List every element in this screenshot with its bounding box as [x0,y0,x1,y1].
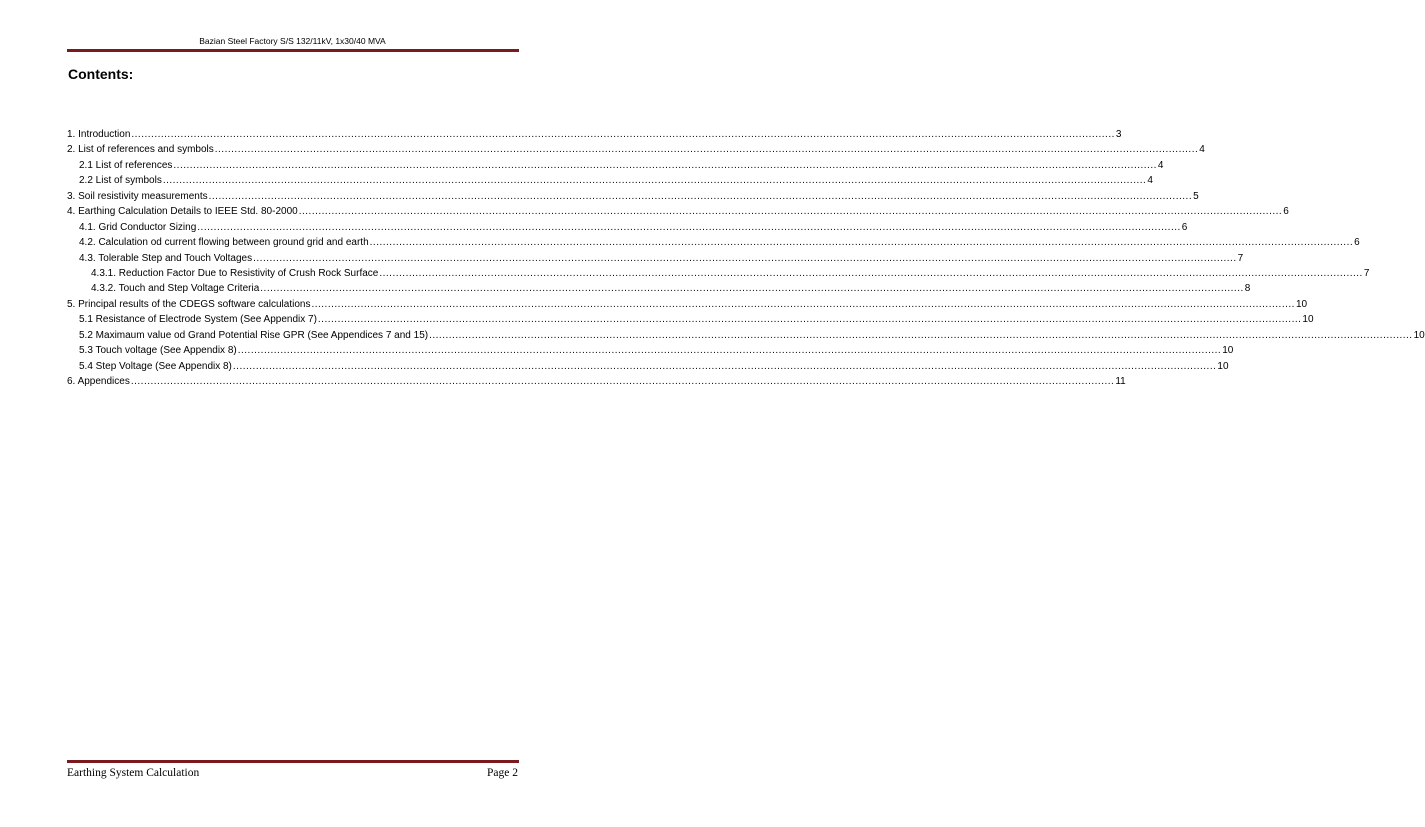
toc-entry-page: 6 [1181,221,1188,233]
toc-leader-dots: ............................................................................................................................................................................................................................................................................................................ [253,252,1237,264]
toc-leader-dots: ............................................................................................................................................................................................................................................................................................................ [208,190,1193,202]
toc-entry-page: 4 [1157,159,1164,171]
toc-entry-title: 4.1. Grid Conductor Sizing [79,221,197,233]
toc-entry[interactable] [67,220,1188,235]
toc-leader-dots: ............................................................................................................................................................................................................................................................................................................ [298,206,1283,218]
toc-entry[interactable] [67,312,1314,327]
toc-entry-title: 5.1 Resistance of Electrode System (See Appendix 7) [79,314,317,326]
toc-entry-page: 11 [1115,376,1126,387]
toc-entry[interactable] [67,328,1425,343]
toc-entry-page: 10 [1413,329,1425,341]
header-rule [67,49,519,52]
toc-entry-title: 2. List of references and symbols [67,144,214,156]
toc-entry-title: 5.4 Step Voltage (See Appendix 8) [79,360,232,372]
toc-leader-dots: ............................................................................................................................................................................................................................................................................................................ [237,345,1222,357]
toc-leader-dots: ............................................................................................................................................................................................................................................................................................................ [173,159,1157,171]
toc-leader-dots: ............................................................................................................................................................................................................................................................................................................ [311,298,1295,310]
page-header: Bazian Steel Factory S/S 132/11kV, 1x30/40 MVA [199,36,386,46]
toc-entry[interactable] [67,266,1370,281]
toc-entry[interactable] [67,173,1153,188]
toc-entry[interactable] [67,204,1289,219]
toc-leader-dots: ............................................................................................................................................................................................................................................................................................................ [130,376,1115,387]
toc-leader-dots: ............................................................................................................................................................................................................................................................................................................ [162,175,1147,187]
toc-entry[interactable] [67,189,1199,204]
toc-entry-title: 4.3.1. Reduction Factor Due to Resistivity of Crush Rock Surface [91,267,379,279]
toc-entry[interactable] [67,374,1126,389]
toc-entry-title: 2.1 List of references [79,159,173,171]
toc-entry-page: 10 [1295,298,1308,310]
toc-entry[interactable] [67,158,1164,173]
toc-entry-title: 2.2 List of symbols [79,175,162,187]
toc-leader-dots: ............................................................................................................................................................................................................................................................................................................ [379,267,1363,279]
toc-entry-page: 5 [1193,190,1199,202]
toc-entry-title: 4. Earthing Calculation Details to IEEE Std. 80-2000 [67,206,298,218]
toc-entry[interactable] [67,343,1234,358]
toc-entry-page: 10 [1302,314,1314,326]
toc-entry-page: 10 [1222,345,1234,357]
footer-rule [67,760,519,763]
footer-document-title: Earthing System Calculation [67,767,200,779]
toc-leader-dots: ............................................................................................................................................................................................................................................................................................................ [232,360,1217,372]
toc-leader-dots: ............................................................................................................................................................................................................................................................................................................ [317,314,1302,326]
toc-entry[interactable] [67,127,1122,142]
toc-entry-page: 4 [1147,175,1153,187]
toc-entry-page: 8 [1244,283,1251,295]
toc-entry-title: 3. Soil resistivity measurements [67,190,208,202]
footer-page-number: Page 2 [487,767,518,779]
toc-entry-title: 4.3. Tolerable Step and Touch Voltages [79,252,253,264]
toc-entry-page: 7 [1363,267,1370,279]
toc-entry-page: 4 [1199,144,1205,156]
toc-entry-title: 1. Introduction [67,129,131,140]
toc-entry-page: 6 [1283,206,1289,218]
toc-leader-dots: ............................................................................................................................................................................................................................................................................................................ [429,329,1413,341]
toc-entry-title: 5. Principal results of the CDEGS software calculations [67,298,311,310]
toc-entry[interactable] [67,142,1205,157]
toc-entry-page: 3 [1115,129,1122,140]
toc-entry[interactable] [67,359,1229,374]
toc-leader-dots: ............................................................................................................................................................................................................................................................................................................ [197,221,1181,233]
toc-leader-dots: ............................................................................................................................................................................................................................................................................................................ [260,283,1244,295]
toc-entry-page: 10 [1217,360,1229,372]
toc-leader-dots: ............................................................................................................................................................................................................................................................................................................ [369,237,1354,249]
toc-entry-page: 7 [1237,252,1244,264]
toc-leader-dots: ............................................................................................................................................................................................................................................................................................................ [214,144,1199,156]
toc-entry-page: 6 [1354,237,1360,249]
toc-entry[interactable] [67,235,1360,250]
toc-entry-title: 4.2. Calculation od current flowing between ground grid and earth [79,237,369,249]
table-of-contents [67,127,1425,389]
toc-entry[interactable] [67,297,1308,312]
toc-entry-title: 6. Appendices [67,376,130,387]
toc-entry-title: 4.3.2. Touch and Step Voltage Criteria [91,283,260,295]
contents-title: Contents: [68,66,134,82]
toc-entry-title: 5.2 Maximaum value od Grand Potential Rise GPR (See Appendices 7 and 15) [79,329,429,341]
toc-leader-dots: ............................................................................................................................................................................................................................................................................................................ [131,129,1115,140]
toc-entry[interactable] [67,281,1251,296]
toc-entry[interactable] [67,251,1244,266]
toc-entry-title: 5.3 Touch voltage (See Appendix 8) [79,345,237,357]
